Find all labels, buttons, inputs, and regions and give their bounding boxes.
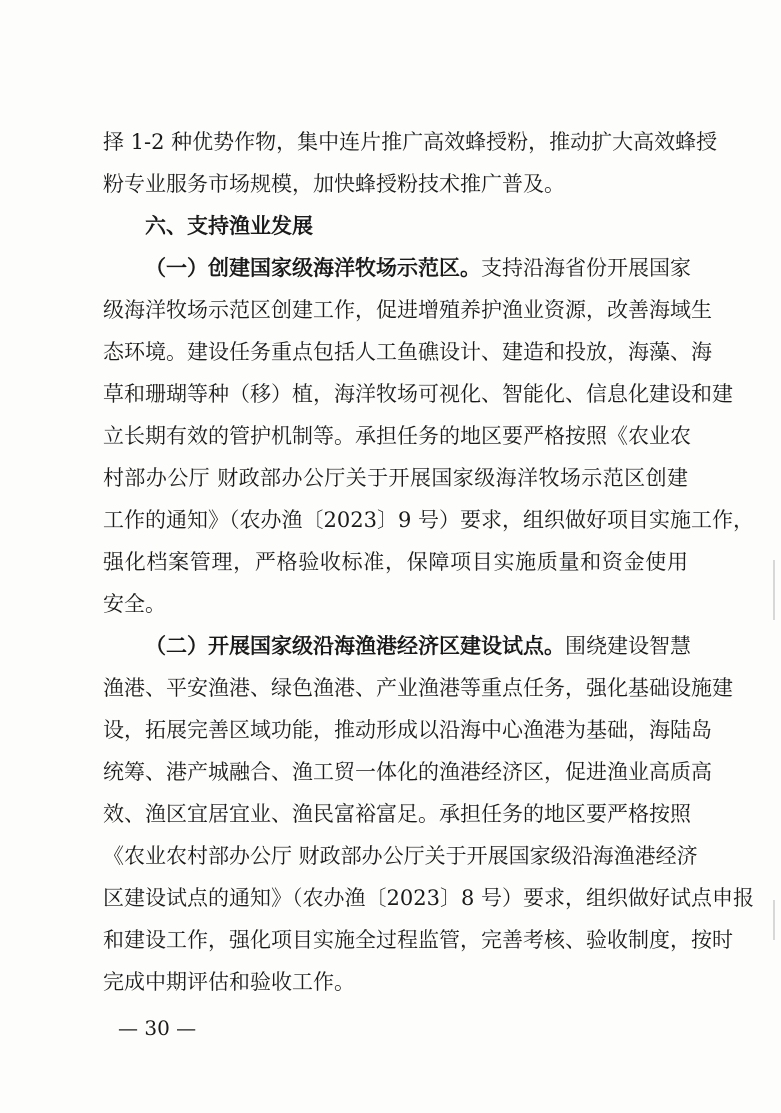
scan-edge-mark <box>773 900 775 940</box>
body-text-line: 强化档案管理，严格验收标准，保障项目实施质量和资金使用 <box>103 550 688 574</box>
scan-edge-mark <box>773 560 775 620</box>
section-heading: 六、支持渔业发展 <box>145 214 313 238</box>
body-text-line: 渔港、平安渔港、绿色渔港、产业渔港等重点任务，强化基础设施建 <box>103 676 733 700</box>
body-text-line: 态环境。建设任务重点包括人工鱼礁设计、建造和投放，海藻、海 <box>103 340 712 364</box>
item-first-line <box>145 254 691 282</box>
body-text-line: 完成中期评估和验收工作。 <box>103 970 355 994</box>
body-text-line: 效、渔区宜居宜业、渔民富裕富足。承担任务的地区要严格按照 <box>103 802 691 826</box>
body-text-line: 级海洋牧场示范区创建工作，促进增殖养护渔业资源，改善海域生 <box>103 298 712 322</box>
body-text-line: 立长期有效的管护机制等。承担任务的地区要严格按照《农业农 <box>103 424 691 448</box>
body-text: 围绕建设智慧 <box>565 634 691 658</box>
body-text-line: 《农业农村部办公厅 财政部办公厅关于开展国家级沿海渔港经济 <box>103 844 698 868</box>
body-text-line: 区建设试点的通知》（农办渔〔2023〕8 号）要求，组织做好试点申报 <box>103 886 754 910</box>
body-text-line: 安全。 <box>103 592 166 616</box>
body-text-line: 工作的通知》（农办渔〔2023〕9 号）要求，组织做好项目实施工作， <box>103 508 754 532</box>
body-text-line: 择 1-2 种优势作物，集中连片推广高效蜂授粉，推动扩大高效蜂授 <box>103 130 718 154</box>
item-first-line <box>145 632 691 660</box>
item-title: （一）创建国家级海洋牧场示范区。 <box>145 256 481 280</box>
body-text-line: 设，拓展完善区域功能，推动形成以沿海中心渔港为基础，海陆岛 <box>103 718 712 742</box>
body-text-line: 粉专业服务市场规模，加快蜂授粉技术推广普及。 <box>103 172 565 196</box>
body-text-line: 草和珊瑚等种（移）植，海洋牧场可视化、智能化、信息化建设和建 <box>103 382 733 406</box>
body-text-line: 统筹、港产城融合、渔工贸一体化的渔港经济区，促进渔业高质高 <box>103 760 712 784</box>
body-text-line: 和建设工作，强化项目实施全过程监管，完善考核、验收制度，按时 <box>103 928 733 952</box>
item-title: （二）开展国家级沿海渔港经济区建设试点。 <box>145 634 565 658</box>
body-text: 支持沿海省份开展国家 <box>481 256 691 280</box>
page-number: — 30 — <box>118 1016 197 1040</box>
body-text-line: 村部办公厅 财政部办公厅关于开展国家级海洋牧场示范区创建 <box>103 466 688 490</box>
